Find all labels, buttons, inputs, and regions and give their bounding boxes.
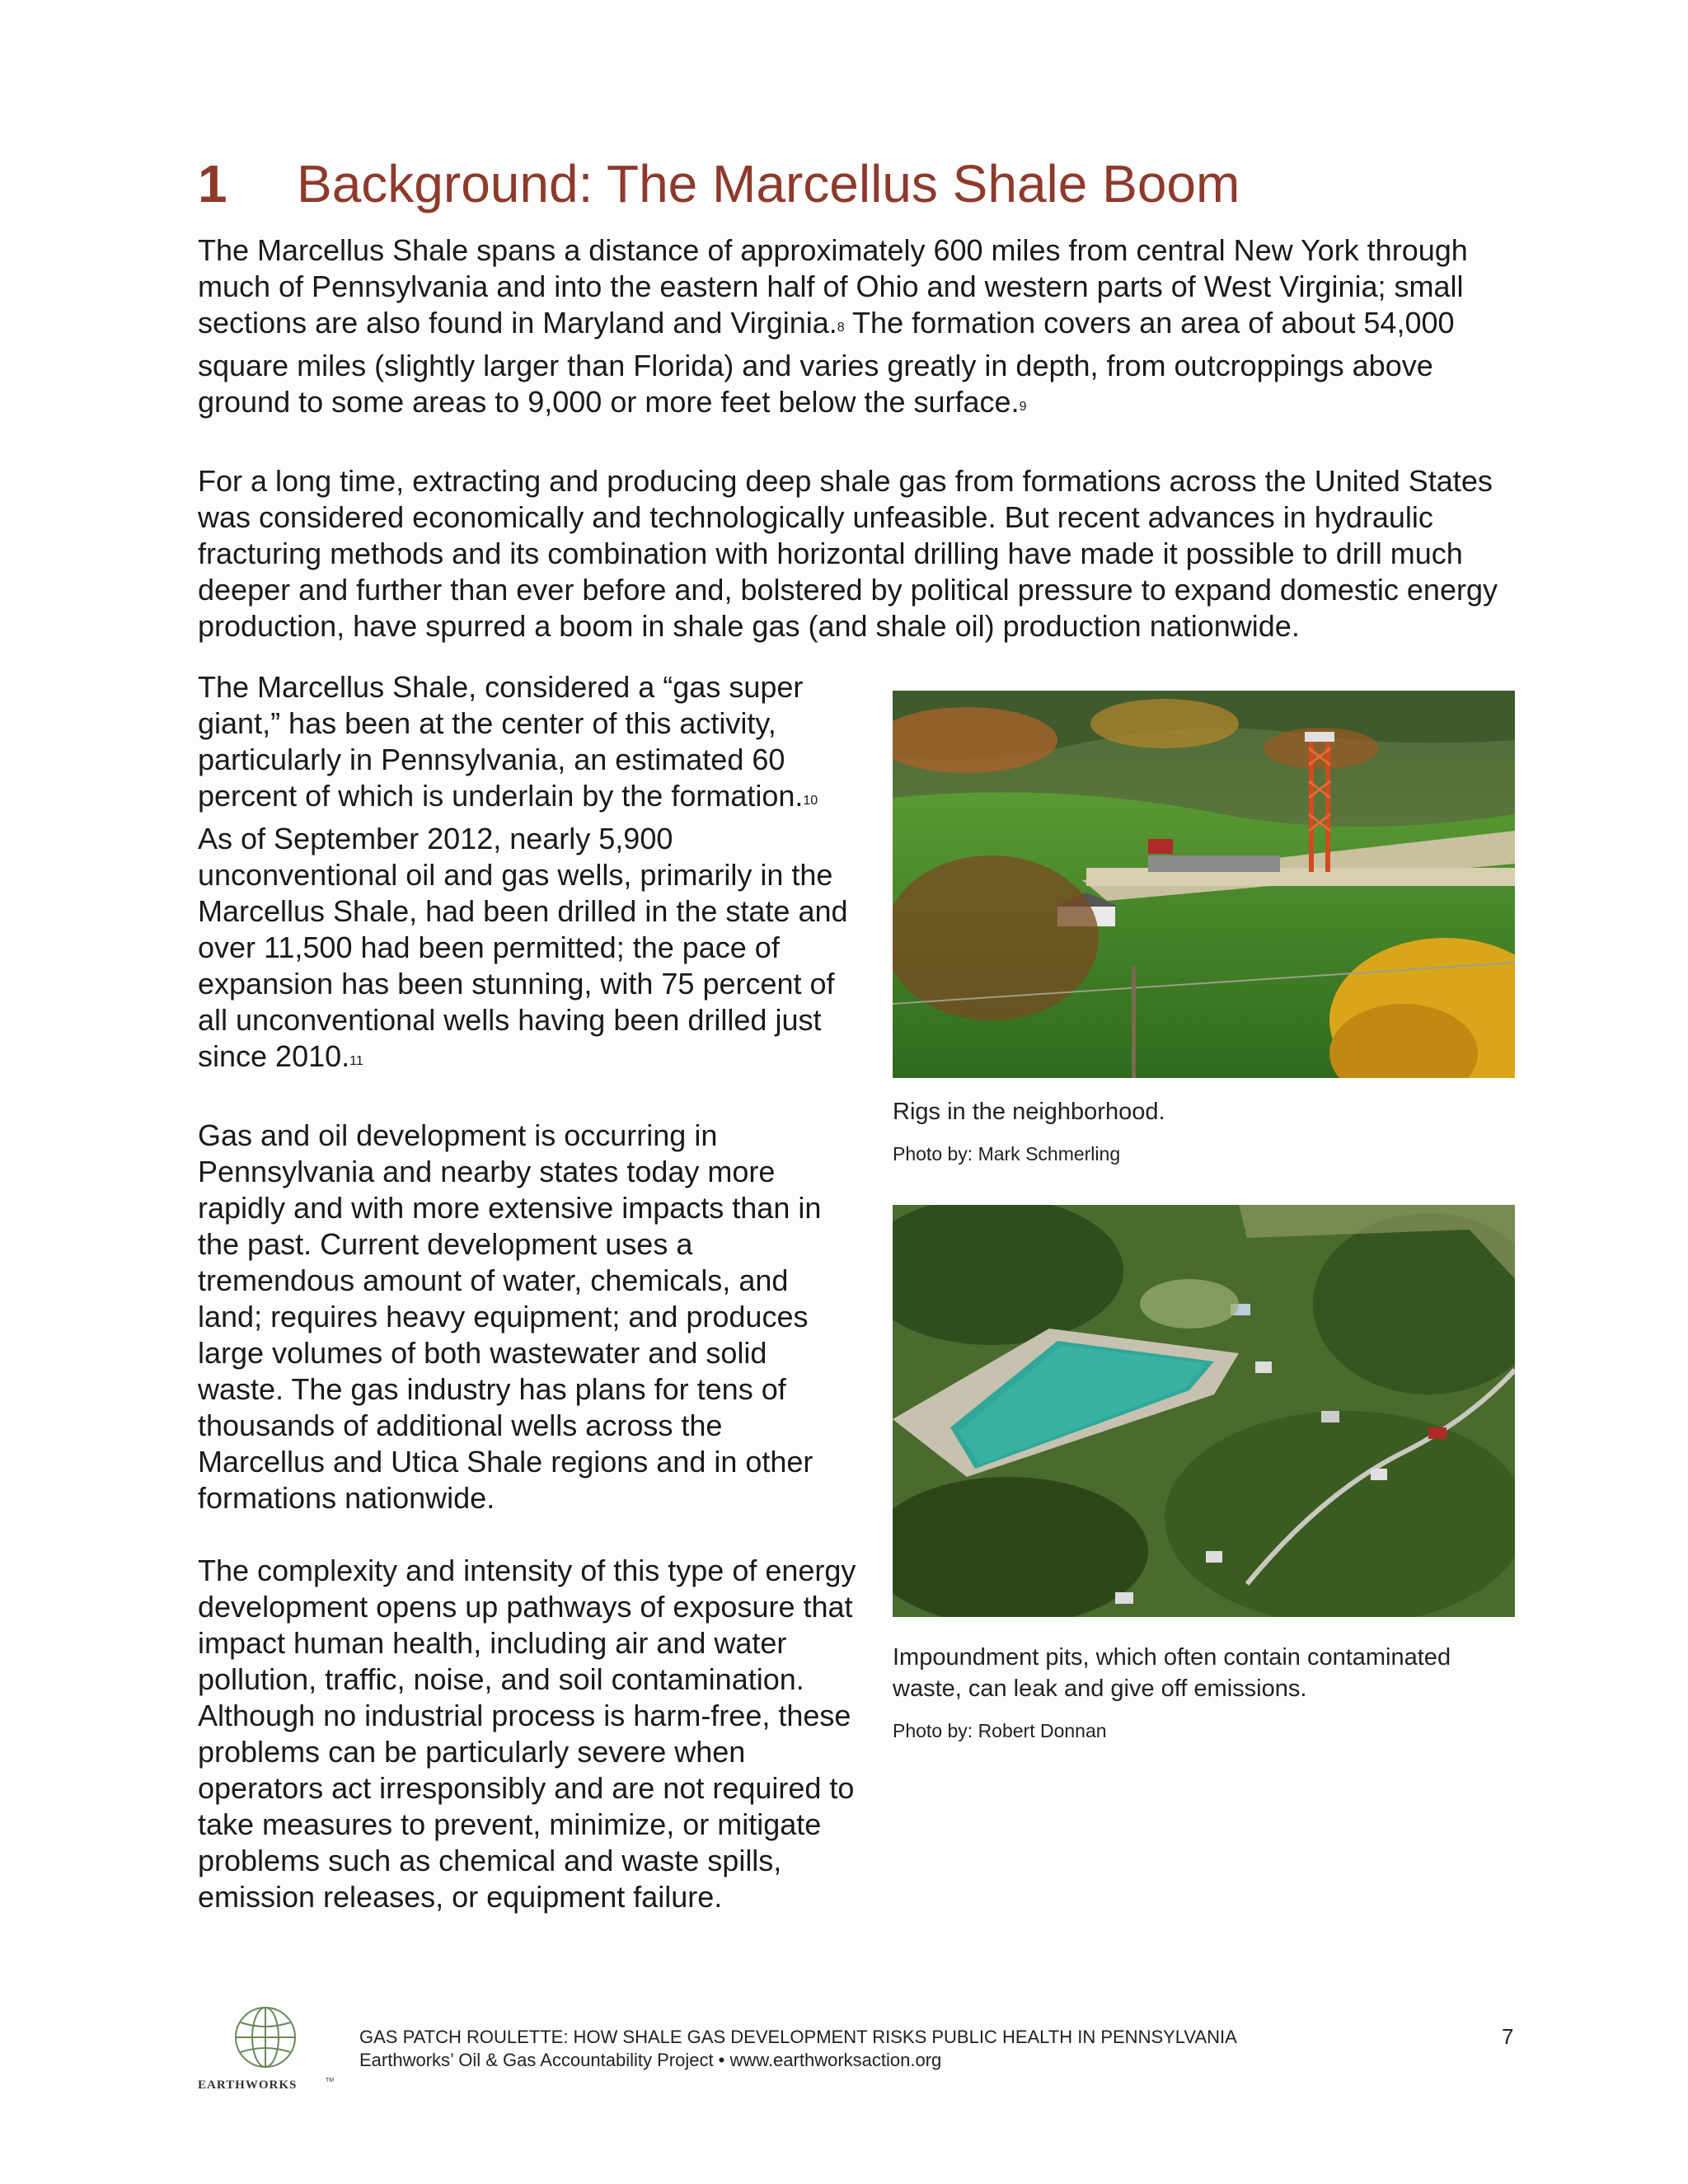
section-title-text: Background: The Marcellus Shale Boom <box>297 154 1240 213</box>
photo-1-caption: Rigs in the neighborhood. <box>893 1099 1165 1125</box>
earthworks-logo <box>191 1998 340 2097</box>
section-number: 1 <box>198 154 227 213</box>
paragraph-1 <box>198 232 1517 427</box>
page-number: 7 <box>1502 2024 1514 2049</box>
logo-trademark: TM <box>326 2078 335 2083</box>
footnote-ref: 11 <box>349 1054 363 1068</box>
rig-photo <box>893 691 1515 1078</box>
footnote-ref: 9 <box>1019 400 1027 414</box>
photo-2-credit: Photo by: Robert Donnan <box>893 1720 1107 1741</box>
paragraph-1-text-b: The formation covers an area of about 54,000 square miles (slightly larger than Florida) and varies greatly in depth, from outcroppings above ground to some areas to 9,000 or more feet below the surface. <box>198 306 1455 419</box>
intro-text <box>198 232 1517 681</box>
footnote-ref: 10 <box>803 794 818 808</box>
footer-organization: Earthworks’ Oil & Gas Accountability Project • www.earthworksaction.org <box>359 2050 942 2070</box>
paragraph-5: The complexity and intensity of this type of energy development opens up pathways of exposure that impact human health, including air and water pollution, traffic, noise, and soil contamination. Although no industrial process is harm-free, these problems can be particularly severe when operators act irresponsibly and are not required to take measures to prevent, minimize, or mitigate problems such as chemical and waste spills, emission releases, or equipment failure. <box>198 1554 856 1914</box>
paragraph-3-text-b: As of September 2012, nearly 5,900 unconventional oil and gas wells, primarily in the Marcellus Shale, had been drilled in the state and over 11,500 had been permitted; the pace of expansion has been stunning, with 75 percent of all unconventional wells having been drilled just since 2010. <box>198 822 848 1073</box>
paragraph-3-text-a: The Marcellus Shale, considered a “gas super giant,” has been at the center of this activity, particularly in Pennsylvania, an estimated 60 percent of which is underlain by the formation. <box>198 670 804 813</box>
paragraph-4: Gas and oil development is occurring in Pennsylvania and nearby states today more rapidly and with more extensive impacts than in the past. Current development uses a tremendous amount of water, chemicals, and land; requires heavy equipment; and produces large volumes of both wastewater and solid waste. The gas industry has plans for tens of thousands of additional wells across the Marcellus and Utica Shale regions and in other formations nationwide. <box>198 1118 822 1515</box>
footnote-ref: 8 <box>837 321 845 335</box>
impoundment-photo <box>893 1205 1515 1617</box>
footer-report-title: GAS PATCH ROULETTE: HOW SHALE GAS DEVELOPMENT RISKS PUBLIC HEALTH IN PENNSYLVANIA <box>359 2027 1237 2047</box>
left-column <box>198 669 857 1952</box>
photo-1-credit: Photo by: Mark Schmerling <box>893 1143 1121 1165</box>
logo-text: EARTHWORKS <box>198 2079 298 2092</box>
section-title <box>198 153 1240 214</box>
paragraph-2: For a long time, extracting and producing deep shale gas from formations across the United States was considered economically and technologically unfeasible. But recent advances in hydraulic fracturing methods and its combination with horizontal drilling have made it possible to drill much deeper and further than ever before and, bolstered by political pressure to expand domestic energy production, have spurred a boom in shale gas (and shale oil) production nationwide. <box>198 464 1498 643</box>
photo-2-caption: Impoundment pits, which often contain contaminated waste, can leak and give off emissions. <box>893 1644 1451 1702</box>
globe-leaf-icon <box>236 2008 295 2067</box>
paragraph-1-text-a: The Marcellus Shale spans a distance of approximately 600 miles from central New York through much of Pennsylvania and into the eastern half of Ohio and western parts of West Virginia; small sections are also found in Maryland and Virginia. <box>198 233 1468 340</box>
paragraph-3 <box>198 669 857 1081</box>
footer-text <box>359 2026 1237 2072</box>
